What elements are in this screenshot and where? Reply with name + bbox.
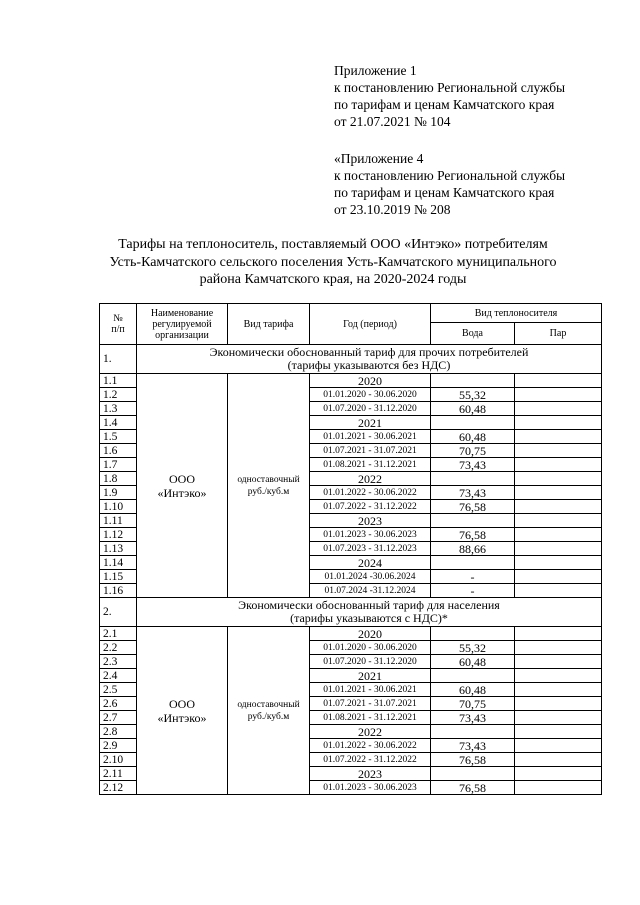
- tariff-type-line: одноставочный: [237, 699, 300, 710]
- water-tariff-cell: 73,43: [431, 486, 515, 500]
- period-cell: 01.01.2022 - 30.06.2022: [310, 486, 431, 500]
- steam-tariff-cell: [515, 500, 602, 514]
- year-cell: 2024: [310, 556, 431, 570]
- steam-tariff-cell: [515, 458, 602, 472]
- period-cell: 01.07.2020 - 31.12.2020: [310, 402, 431, 416]
- organization-name-line: ООО: [169, 471, 195, 486]
- appendix-header-line: к постановлению Региональной службы: [334, 80, 566, 95]
- row-number: 2.1: [100, 627, 137, 641]
- appendix-header-line: по тарифам и ценам Камчатского края: [334, 97, 555, 112]
- row-number: 1.1: [100, 374, 137, 388]
- water-tariff-cell: [431, 374, 515, 388]
- section-title: [137, 345, 602, 374]
- water-tariff-cell: [431, 767, 515, 781]
- water-tariff-cell: 70,75: [431, 697, 515, 711]
- period-cell: 01.08.2021 - 31.12.2021: [310, 711, 431, 725]
- period-cell: 01.07.2020 - 31.12.2020: [310, 655, 431, 669]
- period-cell: 01.07.2021 - 31.07.2021: [310, 444, 431, 458]
- period-cell: 01.01.2022 - 30.06.2022: [310, 739, 431, 753]
- row-number: 2.5: [100, 683, 137, 697]
- column-header-tariff-type: Вид тарифа: [228, 304, 310, 345]
- appendix-header-line: по тарифам и ценам Камчатского края: [334, 185, 555, 200]
- period-cell: 01.01.2021 - 30.06.2021: [310, 430, 431, 444]
- section-number: 2.: [100, 598, 137, 627]
- water-tariff-cell: 73,43: [431, 711, 515, 725]
- period-cell: 01.07.2021 - 31.07.2021: [310, 697, 431, 711]
- organization-name: [137, 627, 228, 795]
- tariff-table: [99, 303, 602, 795]
- row-number: 2.7: [100, 711, 137, 725]
- steam-tariff-cell: [515, 514, 602, 528]
- water-tariff-cell: 76,58: [431, 753, 515, 767]
- water-tariff-cell: [431, 556, 515, 570]
- row-number: 1.14: [100, 556, 137, 570]
- column-header-steam: Пар: [515, 323, 602, 345]
- year-cell: 2020: [310, 627, 431, 641]
- column-header-number: № п/п: [100, 304, 137, 345]
- appendix-header: [334, 62, 634, 130]
- steam-tariff-cell: [515, 542, 602, 556]
- year-cell: 2023: [310, 767, 431, 781]
- steam-tariff-cell: [515, 444, 602, 458]
- row-number: 1.12: [100, 528, 137, 542]
- steam-tariff-cell: [515, 430, 602, 444]
- row-number: 1.3: [100, 402, 137, 416]
- year-cell: 2021: [310, 416, 431, 430]
- water-tariff-cell: [431, 725, 515, 739]
- appendix-header-line: «Приложение 4: [334, 151, 424, 166]
- row-number: 2.6: [100, 697, 137, 711]
- original-appendix-header: [334, 150, 634, 218]
- row-number: 2.4: [100, 669, 137, 683]
- tariff-unit: руб./куб.м: [247, 711, 290, 722]
- steam-tariff-cell: [515, 402, 602, 416]
- period-cell: 01.07.2024 -31.12.2024: [310, 584, 431, 598]
- steam-tariff-cell: [515, 753, 602, 767]
- organization-name-line: ООО: [169, 696, 195, 711]
- row-number: 2.11: [100, 767, 137, 781]
- water-tariff-cell: 73,43: [431, 739, 515, 753]
- table-row: [100, 374, 602, 388]
- steam-tariff-cell: [515, 683, 602, 697]
- steam-tariff-cell: [515, 486, 602, 500]
- period-cell: 01.08.2021 - 31.12.2021: [310, 458, 431, 472]
- section-row: [100, 345, 602, 374]
- water-tariff-cell: 60,48: [431, 430, 515, 444]
- water-tariff-cell: 76,58: [431, 528, 515, 542]
- steam-tariff-cell: [515, 641, 602, 655]
- row-number: 1.9: [100, 486, 137, 500]
- water-tariff-cell: 88,66: [431, 542, 515, 556]
- water-tariff-cell: 55,32: [431, 388, 515, 402]
- row-number: 1.10: [100, 500, 137, 514]
- water-tariff-cell: [431, 627, 515, 641]
- section-title-line: Экономически обоснованный тариф для прочих потребителей: [209, 345, 529, 359]
- document-title: [60, 236, 606, 289]
- table-row: [100, 627, 602, 641]
- water-tariff-cell: 60,48: [431, 655, 515, 669]
- organization-name-line: «Интэко»: [157, 485, 207, 500]
- water-tariff-cell: 60,48: [431, 683, 515, 697]
- column-header-organization: Наименование регулируемой организации: [137, 304, 228, 345]
- row-number: 1.16: [100, 584, 137, 598]
- steam-tariff-cell: [515, 725, 602, 739]
- water-tariff-cell: 70,75: [431, 444, 515, 458]
- row-number: 2.3: [100, 655, 137, 669]
- water-tariff-cell: 76,58: [431, 781, 515, 795]
- row-number: 1.15: [100, 570, 137, 584]
- row-number: 1.13: [100, 542, 137, 556]
- steam-tariff-cell: [515, 767, 602, 781]
- row-number: 1.5: [100, 430, 137, 444]
- period-cell: 01.07.2023 - 31.12.2023: [310, 542, 431, 556]
- row-number: 2.9: [100, 739, 137, 753]
- steam-tariff-cell: [515, 781, 602, 795]
- steam-tariff-cell: [515, 556, 602, 570]
- row-number: 1.11: [100, 514, 137, 528]
- steam-tariff-cell: [515, 472, 602, 486]
- year-cell: 2022: [310, 472, 431, 486]
- appendix-header-line: от 21.07.2021 № 104: [334, 114, 451, 129]
- section-number: 1.: [100, 345, 137, 374]
- steam-tariff-cell: [515, 655, 602, 669]
- period-cell: 01.01.2024 -30.06.2024: [310, 570, 431, 584]
- appendix-header-line: Приложение 1: [334, 63, 417, 78]
- year-cell: 2023: [310, 514, 431, 528]
- period-cell: 01.07.2022 - 31.12.2022: [310, 500, 431, 514]
- section-row: [100, 598, 602, 627]
- steam-tariff-cell: [515, 627, 602, 641]
- year-cell: 2022: [310, 725, 431, 739]
- steam-tariff-cell: [515, 570, 602, 584]
- period-cell: 01.01.2023 - 30.06.2023: [310, 528, 431, 542]
- steam-tariff-cell: [515, 711, 602, 725]
- section-title: [137, 598, 602, 627]
- water-tariff-cell: 55,32: [431, 641, 515, 655]
- title-line: Усть-Камчатского сельского поселения Усть-Камчатского муниципального: [109, 254, 557, 270]
- water-tariff-cell: [431, 669, 515, 683]
- steam-tariff-cell: [515, 584, 602, 598]
- section-title-line: (тарифы указываются без НДС): [287, 358, 451, 372]
- row-number: 1.8: [100, 472, 137, 486]
- row-number: 2.10: [100, 753, 137, 767]
- period-cell: 01.01.2021 - 30.06.2021: [310, 683, 431, 697]
- tariff-type: [228, 374, 310, 598]
- steam-tariff-cell: [515, 388, 602, 402]
- steam-tariff-cell: [515, 416, 602, 430]
- title-line: Тарифы на теплоноситель, поставляемый ООО «Интэко» потребителям: [118, 237, 548, 252]
- water-tariff-cell: 76,58: [431, 500, 515, 514]
- period-cell: 01.01.2020 - 30.06.2020: [310, 388, 431, 402]
- steam-tariff-cell: [515, 697, 602, 711]
- water-tariff-cell: 73,43: [431, 458, 515, 472]
- year-cell: 2020: [310, 374, 431, 388]
- row-number: 1.4: [100, 416, 137, 430]
- column-header-water: Вода: [431, 323, 515, 345]
- column-header-period: Год (период): [310, 304, 431, 345]
- period-cell: 01.01.2020 - 30.06.2020: [310, 641, 431, 655]
- row-number: 2.8: [100, 725, 137, 739]
- section-title-line: (тарифы указываются с НДС)*: [290, 611, 448, 625]
- water-tariff-cell: [431, 514, 515, 528]
- water-tariff-cell: -: [431, 570, 515, 584]
- section-title-line: Экономически обоснованный тариф для населения: [238, 598, 500, 612]
- column-header-heat-carrier: Вид теплоносителя: [431, 304, 602, 323]
- steam-tariff-cell: [515, 528, 602, 542]
- period-cell: 01.07.2022 - 31.12.2022: [310, 753, 431, 767]
- organization-name: [137, 374, 228, 598]
- tariff-type: [228, 627, 310, 795]
- year-cell: 2021: [310, 669, 431, 683]
- row-number: 2.12: [100, 781, 137, 795]
- steam-tariff-cell: [515, 739, 602, 753]
- water-tariff-cell: 60,48: [431, 402, 515, 416]
- period-cell: 01.01.2023 - 30.06.2023: [310, 781, 431, 795]
- appendix-header-line: к постановлению Региональной службы: [334, 168, 566, 183]
- row-number: 1.2: [100, 388, 137, 402]
- steam-tariff-cell: [515, 669, 602, 683]
- organization-name-line: «Интэко»: [157, 710, 207, 725]
- tariff-type-line: одноставочный: [237, 474, 300, 485]
- title-line: района Камчатского края, на 2020-2024 годы: [199, 272, 467, 287]
- water-tariff-cell: -: [431, 584, 515, 598]
- tariff-unit: руб./куб.м: [247, 486, 290, 497]
- row-number: 1.7: [100, 458, 137, 472]
- row-number: 1.6: [100, 444, 137, 458]
- water-tariff-cell: [431, 416, 515, 430]
- steam-tariff-cell: [515, 374, 602, 388]
- appendix-header-line: от 23.10.2019 № 208: [334, 202, 451, 217]
- row-number: 2.2: [100, 641, 137, 655]
- water-tariff-cell: [431, 472, 515, 486]
